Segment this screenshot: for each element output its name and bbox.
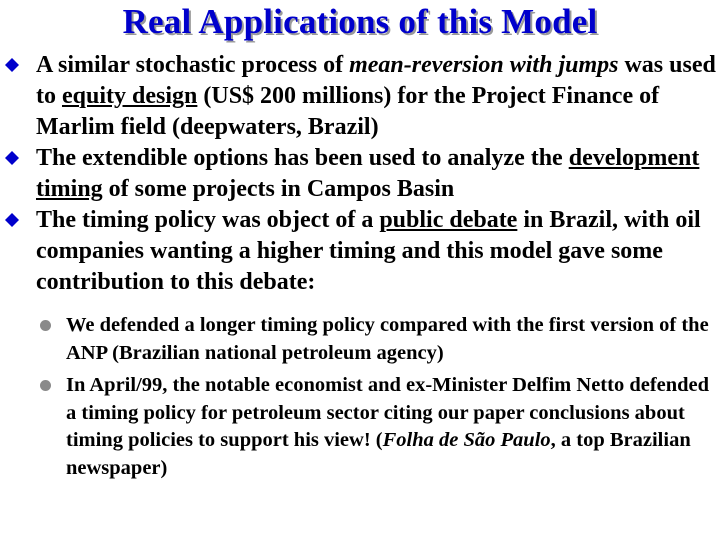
bullet-item-marlim [0,50,718,143]
sub-bullet-text: , a top Brazilian newspaper) [66,429,691,479]
bullet-text: was used to [36,52,716,109]
sub-bullet-text: We defended a longer timing policy compared with the first version of the ANP (Brazilian national petroleum agency) [66,314,709,364]
dot-bullet-icon [40,320,51,331]
dot-bullet-icon [40,380,51,391]
sub-bullet-item-delfim [0,372,718,482]
bullet-text: of some projects in Campos Basin [102,176,455,202]
bullet-text: The timing policy was object of a [36,207,380,233]
sub-bullet-item-anp [0,312,718,367]
slide-body [0,50,718,487]
sub-bullet-text-italic: Folha de São Paulo [382,429,551,451]
bullet-text: The extendible options has been used to analyze the [36,145,569,171]
bullet-item-campos [0,143,718,205]
slide-title: Real Applications of this Model [122,2,598,41]
bullet-text-underline: development timing [36,145,700,202]
bullet-text-underline: public debate [379,207,518,233]
bullet-text: (US$ 200 millions) for the Project Finance of Marlim field (deepwaters, Brazil) [36,83,660,140]
bullet-item-debate [0,205,718,298]
bullet-text-italic: mean-reversion with jumps [349,52,619,78]
sub-bullet-text: In April/99, the notable economist and ex-Minister Delfim Netto defended a timing policy for petroleum sector citing our paper conclusions about timing policies to support his view! ( [66,374,710,451]
bullet-text: A similar stochastic process of [36,52,350,78]
bullet-text-underline: equity design [62,83,198,109]
diamond-bullet-icon [5,151,19,165]
diamond-bullet-icon [5,213,19,227]
diamond-bullet-icon [5,58,19,72]
bullet-text: in Brazil, with oil companies wanting a higher timing and this model gave some contribution to this debate: [36,207,701,295]
sub-bullet-list [0,312,718,482]
